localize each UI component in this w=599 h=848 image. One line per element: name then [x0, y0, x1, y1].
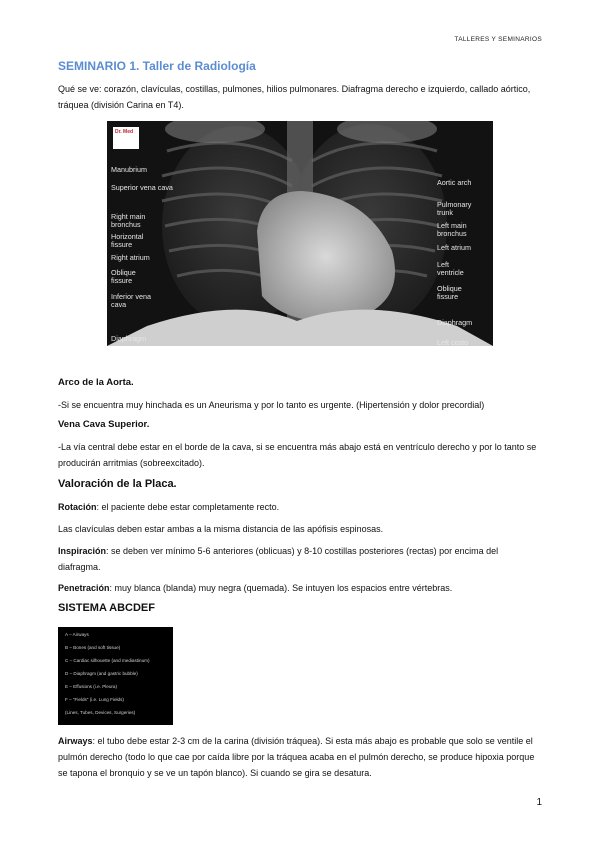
label-oblique-fissure-left: Oblique fissure	[111, 268, 136, 285]
inspiracion-text: : se deben ver mínimo 5-6 anteriores (oblicuas) y 8-10 costillas posteriores (rectas) por encima del diafragma.	[58, 546, 499, 572]
xray-drawing	[107, 121, 493, 346]
label-manubrium: Manubrium	[111, 165, 147, 174]
label-oblique-fissure-right: Oblique fissure	[437, 284, 462, 301]
page-number: 1	[536, 797, 542, 808]
label-inferior-vena-cava: Inferior vena cava	[111, 292, 151, 309]
inspiracion-paragraph	[58, 543, 543, 575]
rotacion-paragraph	[58, 499, 543, 515]
heading-valoracion: Valoración de la Placa.	[58, 478, 177, 490]
xray-logo-text: Dr. Med	[115, 129, 134, 135]
rotacion-text: : el paciente debe estar completamente recto.	[96, 502, 280, 512]
running-header: TALLERES Y SEMINARIOS	[454, 36, 542, 43]
abc-item: (Lines, Tubes, Devices, Surgeries)	[65, 710, 136, 715]
label-aortic-arch: Aortic arch	[437, 178, 472, 187]
label-diaphragm-right: Diaphragm	[437, 318, 473, 327]
label-pulmonary-trunk: Pulmonary trunk	[437, 200, 472, 217]
inspiracion-label: Inspiración	[58, 546, 107, 556]
label-left-ventricle: Left ventricle	[437, 260, 464, 277]
airways-label: Airways	[58, 736, 93, 746]
label-right-main-bronchus: Right main bronchus	[111, 212, 146, 229]
penetracion-text: : muy blanca (blanda) muy negra (quemada). Se intuyen los espacios entre vértebras.	[109, 583, 453, 593]
xray-logo	[113, 127, 139, 149]
intro-paragraph: Qué se ve: corazón, clavículas, costillas, pulmones, hilios pulmonares. Diafragma derecho e izquierdo, callado aórtico, tráquea (división Carina en T4).	[58, 84, 531, 110]
label-left-main-bronchus: Left main bronchus	[437, 221, 467, 238]
penetracion-label: Penetración	[58, 583, 110, 593]
abc-item: C – Cardiac silhouette (and mediastinum)	[65, 658, 150, 663]
label-left-atrium: Left atrium	[437, 243, 471, 252]
heading-sistema: SISTEMA ABCDEF	[58, 602, 155, 614]
abc-image	[58, 627, 173, 725]
page-title: SEMINARIO 1. Taller de Radiología	[58, 59, 256, 73]
clavicula-paragraph: Las clavículas deben estar ambas a la misma distancia de las apófisis espinosas.	[58, 524, 384, 534]
abc-item: D – Diaphragm (and gastric bubble)	[65, 671, 138, 676]
vena-text: -La vía central debe estar en el borde de la cava, si se encuentra más abajo está en ventrículo derecho y por lo tanto se producirán arritmias (sobreexcitado).	[58, 442, 537, 468]
chest-xray-image	[107, 121, 493, 346]
abc-item: E – Effusions (i.e. Pleura)	[65, 684, 118, 689]
label-diaphragm-left: Diaphragm	[111, 334, 147, 343]
heading-arco: Arco de la Aorta.	[58, 377, 134, 388]
penetracion-paragraph	[58, 580, 543, 596]
abc-item: F – "Fields" (i.e. Lung Fields)	[65, 697, 124, 702]
airways-text: : el tubo debe estar 2-3 cm de la carina (división tráquea). Si esta más abajo es probable que solo se ventile el pulmón derecho (todo lo que cae por caída libre por la tráquea acaba en el pulmón derecho, se produce hipoxia porque se tapona el bronquio y se ve un tapón blanco). Si cuando se gira se desatura.	[58, 736, 535, 778]
heading-vena-cava: Vena Cava Superior.	[58, 419, 150, 430]
abc-item: A – Airways	[65, 632, 89, 637]
rotacion-label: Rotación	[58, 502, 97, 512]
arco-text: -Si se encuentra muy hinchada es un Aneurisma y por lo tanto es urgente. (Hipertensión y dolor precordial)	[58, 400, 485, 410]
abc-item: B – Bones (and soft tissue)	[65, 645, 121, 650]
label-right-atrium: Right atrium	[111, 253, 150, 262]
label-superior-vena-cava: Superior vena cava	[111, 183, 173, 192]
label-left-costo: Left costo	[437, 338, 469, 346]
airways-paragraph	[58, 733, 543, 781]
label-horizontal-fissure: Horizontal fissure	[111, 232, 144, 249]
